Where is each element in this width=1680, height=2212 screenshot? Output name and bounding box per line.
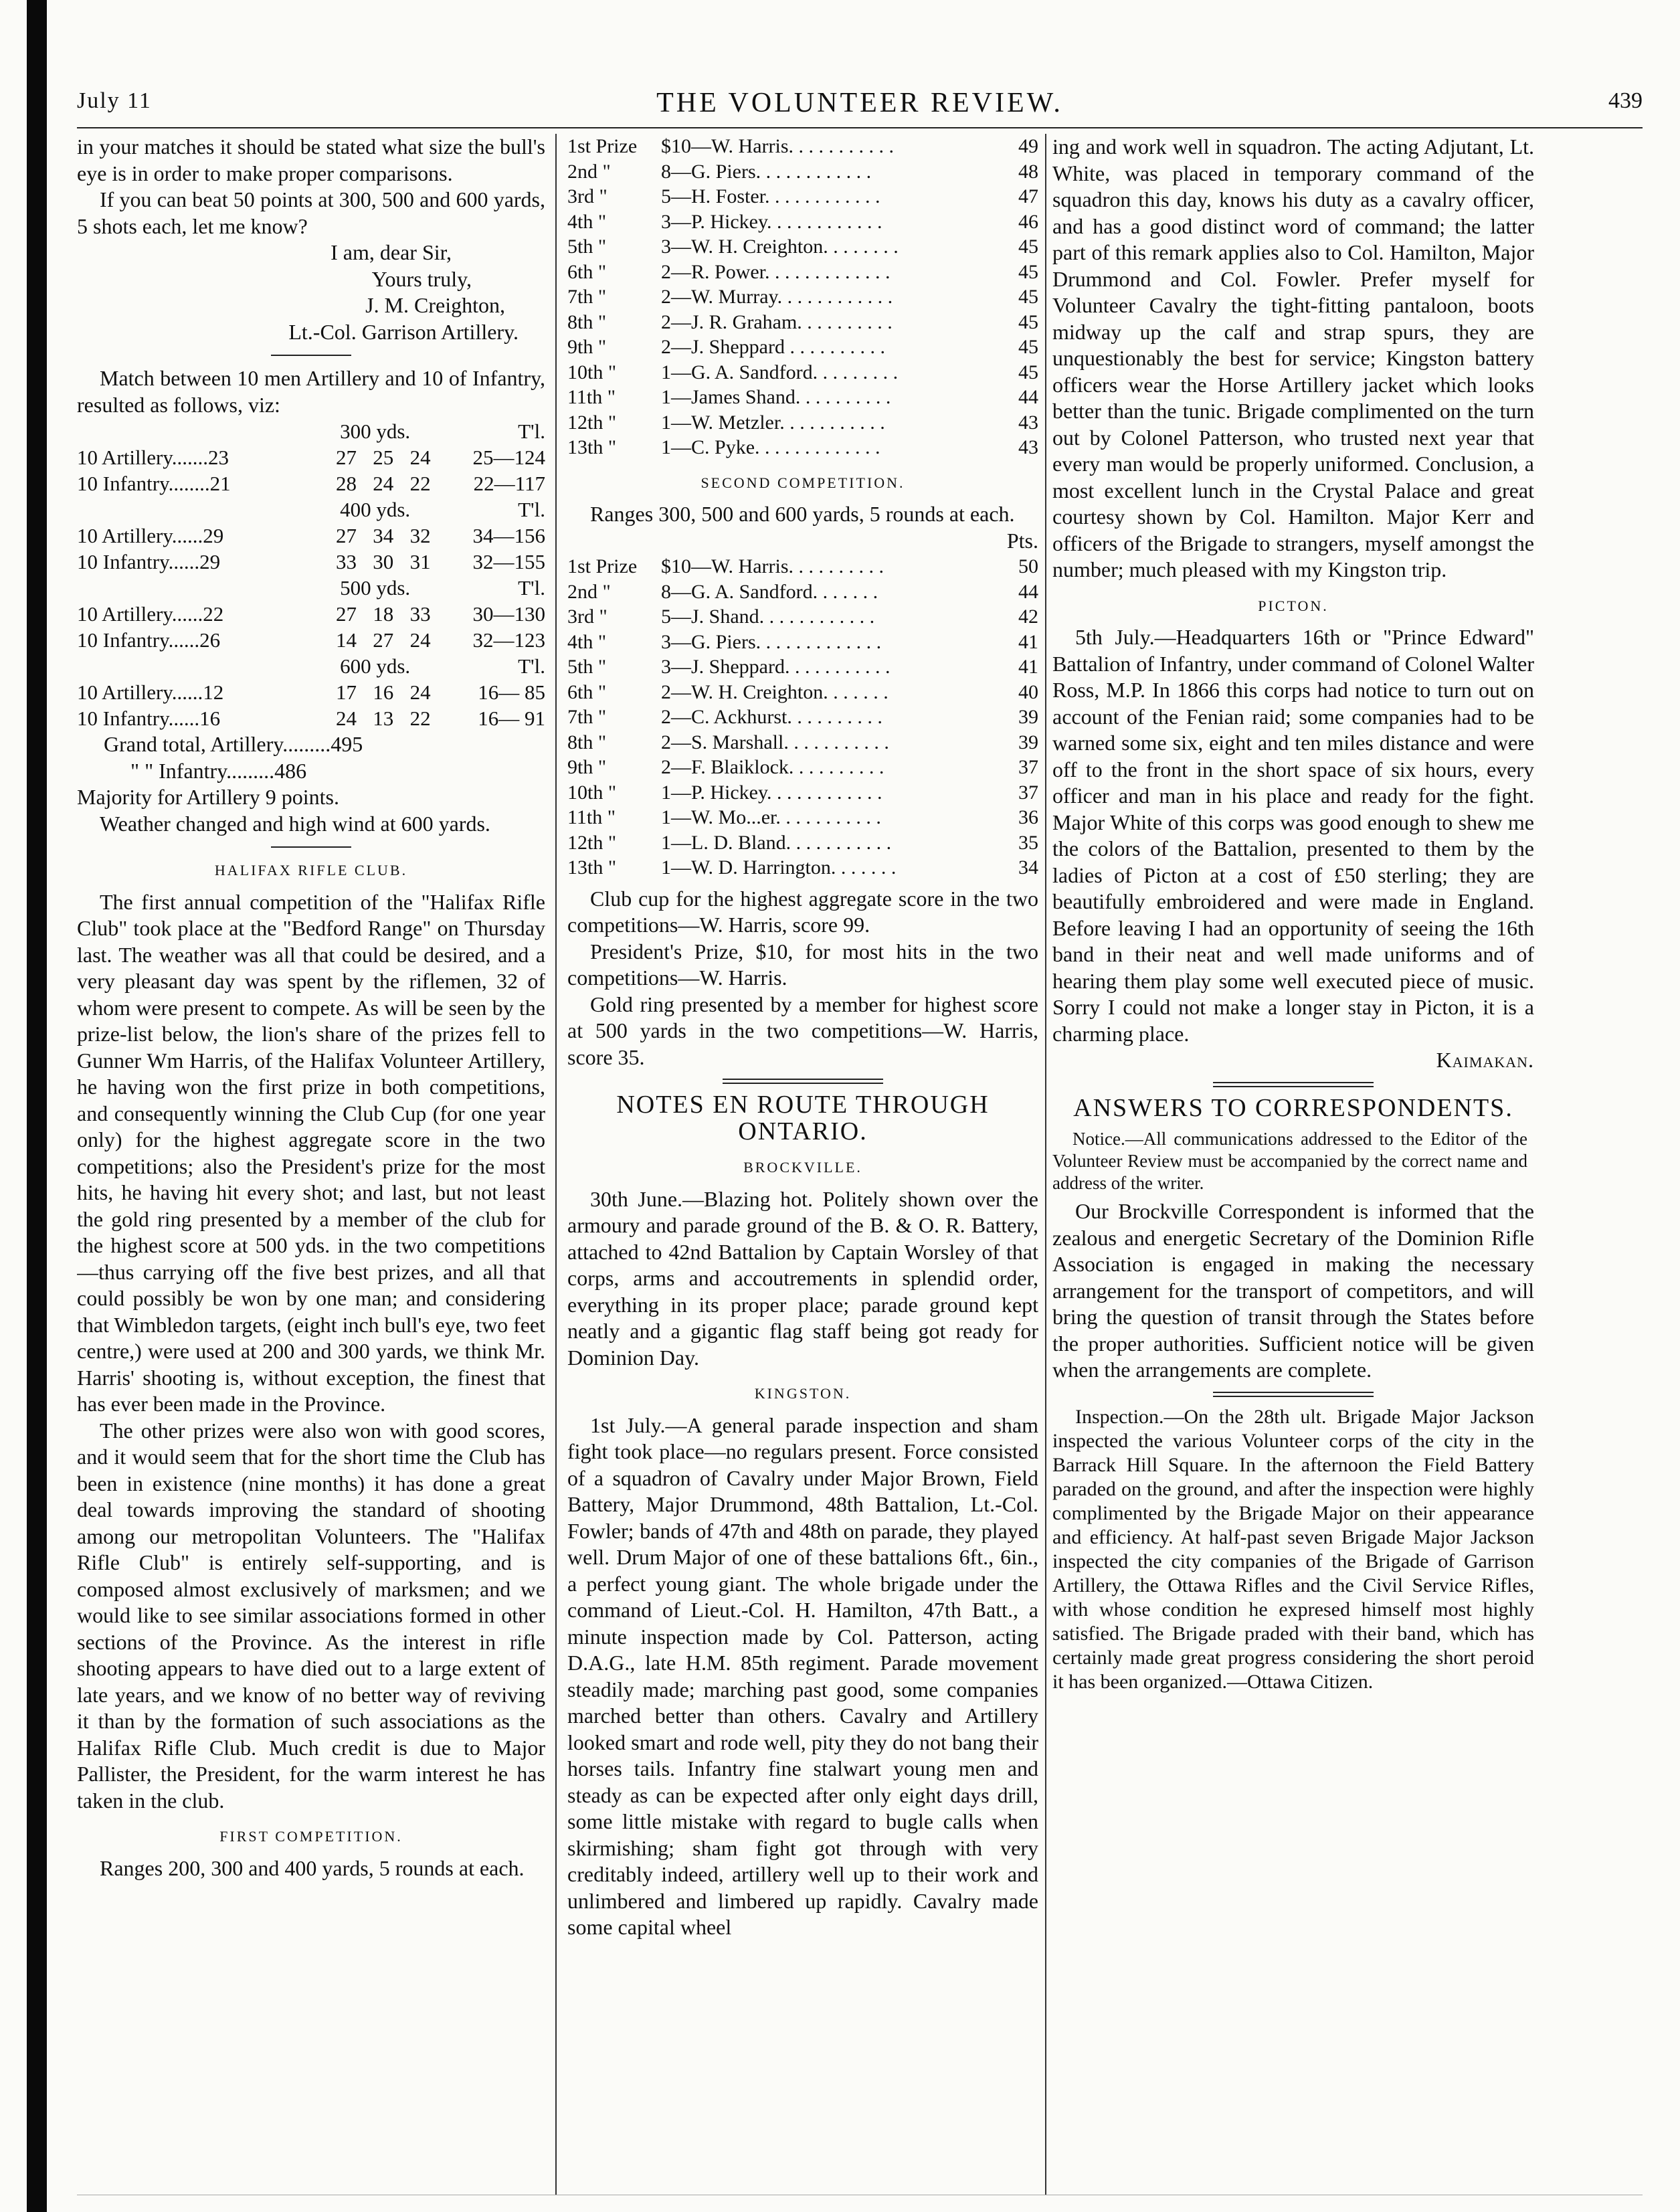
section-heading: FIRST COMPETITION.: [219, 1828, 403, 1845]
table-row: [77, 627, 545, 653]
paragraph: The first annual competition of the "Halifax Rifle Club" took place at the "Bedford Range" on Thursday last. The weather was all that could be desired, and a very pleasant day was spent by the riflemen, 32 of whom were present to compete. As will be seen by the prize-list below, the lion's share of the prizes fell to Gunner Wm Harris, of the Halifax Volunteer Artillery, he having won the first prize in both competitions, and consequently winning the Club Cup (for one year only) for the highest aggregate score in the two competitions; also the President's prize for the most hits, he having hit every shot; and last, but not least the gold ring presented by a member of the club for the highest score at 500 yds. in the two competitions—thus carrying off the five best prizes, and all that could possibly be won by one man; and considering that Wimbledon targets, (eight inch bull's eye, two feet centre,) were used at 200 and 300 yards, we think Mr. Harris' shooting is, without exception, the finest that has ever been made in the Province.: [77, 889, 545, 1416]
match-table: [77, 418, 545, 731]
prize-cell: 42: [1018, 606, 1038, 628]
prize-cell: 40: [1018, 680, 1038, 703]
table-cell: 34—156: [472, 524, 545, 547]
table-cell: 33: [409, 602, 431, 626]
prize-row: [567, 260, 1038, 285]
table-cell: 27: [335, 602, 357, 626]
table-cell: 16— 85: [478, 680, 545, 704]
table-row: [77, 705, 545, 731]
points-label: Pts.: [1006, 528, 1038, 553]
prize-cell: 36: [1018, 806, 1038, 828]
prize-row: [567, 410, 1038, 436]
prize-row: [567, 335, 1038, 360]
prize-cell: 1—W. Mo...er. . . . . . . . . . .: [661, 806, 881, 828]
section-heading: SECOND COMPETITION.: [701, 474, 905, 491]
signature-line: I am, dear Sir,: [331, 240, 452, 264]
paragraph: Our Brockville Correspondent is informed that the zealous and energetic Secretary of the Dominion Rifle Association is engaged in making the necessary arrangement for the transport of competitors, and will bring the question of transit through the States before the proper authorities. Sufficient notice will be given when the arrangements are complete.: [1052, 1199, 1534, 1382]
table-header: T'l.: [518, 498, 545, 521]
paragraph: President's Prize, $10, for most hits in the two competitions—W. Harris.: [567, 939, 1038, 990]
scan-binding-edge: [27, 0, 47, 2212]
prize-cell: 2—W. H. Creighton. . . . . . .: [661, 680, 889, 703]
table-cell: 10 Infantry........21: [77, 472, 231, 495]
paragraph: Gold ring presented by a member for highest score at 500 yards in the two competitions—W. Harris, score 35.: [567, 992, 1038, 1069]
paragraph: Inspection.—On the 28th ult. Brigade Major Jackson inspected the various Volunteer corps of the city in the Barrack Hill Square. In the afternoon the Field Battery paraded on the ground, and after the inspection were highly complimented by the Brigade Major on their appearance and efficiency. At half-past seven Brigade Major Jackson inspected the city companies of the Brigade of Garrison Artillery, the Ottawa Rifles and the Civil Service Rifles, with whose condition he expresed himself most highly satisfied. The Brigade praded with their band, which has certainly made great progress considering the short peroid it has been organized.—Ottawa Citizen.: [1052, 1405, 1534, 1693]
table-row: [77, 601, 545, 627]
prize-cell: 44: [1018, 386, 1038, 408]
section-rule: [1213, 1392, 1374, 1397]
prize-cell: 12th ": [567, 831, 617, 854]
prize-cell: 1st Prize: [567, 135, 638, 157]
table-header: T'l.: [518, 576, 545, 600]
prize-cell: 46: [1018, 210, 1038, 233]
prize-cell: 45: [1018, 236, 1038, 258]
prize-cell: 9th ": [567, 336, 607, 358]
prize-row: [567, 830, 1038, 856]
prize-cell: 2—S. Marshall. . . . . . . . . . .: [661, 731, 889, 753]
prize-cell: 12th ": [567, 411, 617, 434]
prize-row: [567, 554, 1038, 579]
section-rule: [271, 355, 351, 356]
table-row: [77, 470, 545, 496]
prize-cell: 39: [1018, 706, 1038, 728]
notice: Notice.—All communications addressed to the Editor of the Volunteer Review must be accompanied by the correct name and address of the writer.: [1052, 1129, 1527, 1193]
paragraph: 30th June.—Blazing hot. Politely shown over the armoury and parade ground of the B. & O. R. Battery, attached to 42nd Battalion by Captain Worsley of that corps, arms and accoutrements in splendid order, everything in its proper place; parade ground kept neatly and a gigantic flag staff being got ready for Dominion Day.: [567, 1186, 1038, 1370]
prize-cell: 10th ": [567, 781, 617, 804]
prize-cell: 6th ": [567, 260, 607, 283]
prize-cell: $10—W. Harris. . . . . . . . . .: [661, 555, 884, 577]
table-cell: 31: [409, 550, 431, 573]
table-cell: 18: [373, 602, 394, 626]
prize-cell: 3—W. H. Creighton. . . . . . . .: [661, 236, 899, 258]
prize-cell: 2—J. Sheppard . . . . . . . . . .: [661, 336, 885, 358]
prize-cell: 5th ": [567, 656, 607, 678]
prize-cell: 3rd ": [567, 185, 608, 207]
prize-row: [567, 234, 1038, 260]
paragraph: Ranges 300, 500 and 600 yards, 5 rounds at each.: [590, 502, 1015, 526]
prize-row: [567, 310, 1038, 335]
section-rule: [1213, 1082, 1374, 1087]
prize-cell: 2—W. Murray. . . . . . . . . . . .: [661, 286, 893, 308]
table-cell: 10 Artillery......12: [77, 680, 224, 704]
signature-name: J. M. Creighton,: [365, 293, 505, 317]
prize-cell: 7th ": [567, 706, 607, 728]
table-cell: 16: [373, 680, 394, 704]
paragraph: 5th July.—Headquarters 16th or "Prince Edward" Battalion of Infantry, under command of Colonel Walter Ross, M.P. In 1866 this corps had notice to turn out on account of the Fenian raid; some companies had to be warned some six, eight and ten miles distance and were off to the front in the short space of six hours, every officer and man in his place and ready for the fight. Major White of this corps was good enough to shew me the colors of the Battalion, presented to them by the ladies of Picton at a cost of £50 sterling; they are beautifully embroidered and were made in England. Before leaving I had an opportunity of seeing the 16th band in their neat and well made uniforms and of hearing them play some well executed piece of music. Sorry I could not make a longer stay in Picton, it is a charming place.: [1052, 625, 1534, 1046]
table-cell: 34: [373, 524, 394, 547]
prize-cell: 1—W. D. Harrington. . . . . . .: [661, 856, 897, 879]
prize-cell: 1—G. A. Sandford. . . . . . . . .: [661, 361, 899, 383]
prize-cell: 13th ": [567, 856, 617, 879]
table-header: 500 yds.: [340, 576, 411, 600]
prize-row: [567, 805, 1038, 830]
table-cell: 30—130: [472, 602, 545, 626]
prize-cell: 48: [1018, 160, 1038, 183]
prize-cell: 7th ": [567, 286, 607, 308]
header-date: July 11: [77, 88, 152, 113]
prize-cell: 1—James Shand. . . . . . . . . .: [661, 386, 891, 408]
table-cell: 25—124: [472, 446, 545, 469]
table-header: T'l.: [518, 654, 545, 678]
header-page-number: 439: [1608, 88, 1643, 113]
paragraph: Club cup for the highest aggregate score in the two competitions—W. Harris, score 99.: [567, 886, 1038, 937]
prize-row: [567, 730, 1038, 755]
grand-total-artillery: Grand total, Artillery.........495: [104, 732, 363, 756]
prize-cell: 8—G. Piers. . . . . . . . . . . .: [661, 160, 872, 183]
prize-cell: 45: [1018, 336, 1038, 358]
prize-cell: 37: [1018, 781, 1038, 804]
paragraph: If you can beat 50 points at 300, 500 and 600 yards, 5 shots each, let me know?: [77, 187, 545, 238]
prize-cell: 43: [1018, 411, 1038, 434]
prize-row: [567, 134, 1038, 159]
prize-cell: 4th ": [567, 630, 607, 653]
column-1: [77, 134, 545, 2195]
paragraph: ing and work well in squadron. The acting Adjutant, Lt. White, was placed in temporary command of the squadron this day, knows his duty as a cavalry officer, and has a good distinct word of command; the latter part of this remark applies also to Col. Hamilton, Major Drummond and Col. Fowler. Prefer myself for Volunteer Cavalry the tight-fitting pantaloon, boots midway up the calf and strap spurs, they are unquestionably the best for service; Kingston battery officers wear the Horse Artillery jacket which looks better than the tunic. Brigade complimented on the turn out by Colonel Patterson, who trusted next year that every man would be properly uniformed. Conclusion, a most excellent lunch in the Crystal Palace and great courtesy shown by Col. Hamilton. Major Kerr and officers of the Brigade to strangers, myself amongst the number; much pleased with my Kingston trip.: [1052, 134, 1534, 581]
prize-cell: 44: [1018, 580, 1038, 603]
prize-row: [567, 184, 1038, 209]
prize-cell: 8—G. A. Sandford. . . . . . .: [661, 580, 878, 603]
prize-cell: 37: [1018, 756, 1038, 778]
section-rule: [271, 846, 351, 848]
prize-cell: 2—F. Blaiklock. . . . . . . . . .: [661, 756, 884, 778]
paragraph: Weather changed and high wind at 600 yards.: [100, 811, 490, 836]
table-cell: 16— 91: [478, 707, 545, 730]
table-cell: 28: [335, 472, 357, 495]
table-cell: 22—117: [473, 472, 545, 495]
prize-row: [567, 284, 1038, 310]
prize-cell: 10th ": [567, 361, 617, 383]
table-cell: 25: [373, 446, 394, 469]
table-cell: 27: [373, 628, 394, 652]
prize-cell: 2—J. R. Graham. . . . . . . . . .: [661, 310, 893, 333]
table-cell: 17: [335, 680, 357, 704]
paragraph: 1st July.—A general parade inspection and sham fight took place—no regulars present. Force consisted of a squadron of Cavalry under Major Brown, Field Battery, Major Drummond, 48th Battalion, Lt.-Col. Fowler; bands of 47th and 48th on parade, they played well. Drum Major of one of these battalions 6ft., 6in., a perfect young giant. The whole brigade under the command of Lieut.-Col. H. Hamilton, 47th Batt., a minute inspection made by Col. Patterson, acting D.A.G., late H.M. 85th regiment. Parade movement steadily made; marching past good, some companies marched better than others. Cavalry and Artillery looked smart and rode well, pity they do not bang their horses tails. Infantry fine stalwart young men and steady as can be expected after only eight days drill, some little mistake with regard to bugle calls when skirmishing; sham fight got through with very creditably indeed, artillery well up to their work and unlimbered and limbered up rapidly. Cavalry made some capital wheel: [567, 1412, 1038, 1939]
prize-row: [567, 780, 1038, 806]
table-cell: 13: [373, 707, 394, 730]
table-cell: 24: [409, 680, 431, 704]
signature-line: Yours truly,: [371, 266, 472, 291]
table-cell: 24: [373, 472, 394, 495]
column-3: [1052, 134, 1534, 2195]
prize-row: [567, 159, 1038, 185]
prize-cell: 41: [1018, 656, 1038, 678]
section-heading: KINGSTON.: [754, 1385, 852, 1402]
prize-cell: 41: [1018, 630, 1038, 653]
prize-cell: 3—G. Piers. . . . . . . . . . . . .: [661, 630, 882, 653]
prize-cell: 5th ": [567, 236, 607, 258]
table-row: [77, 549, 545, 575]
prize-cell: 1—L. D. Bland. . . . . . . . . . .: [661, 831, 892, 854]
prize-cell: 50: [1018, 555, 1038, 577]
prize-cell: 45: [1018, 260, 1038, 283]
grand-total-infantry: " " Infantry.........486: [130, 758, 307, 783]
table-cell: 10 Infantry......29: [77, 550, 221, 573]
prize-cell: 1—C. Pyke. . . . . . . . . . . . .: [661, 436, 880, 458]
prize-cell: $10—W. Harris. . . . . . . . . . .: [661, 135, 895, 157]
prize-row: [567, 855, 1038, 881]
table-cell: 32—155: [472, 550, 545, 573]
column-divider: [555, 134, 557, 2195]
prize-cell: 43: [1018, 436, 1038, 458]
prize-cell: 1st Prize: [567, 555, 638, 577]
table-row: [77, 523, 545, 549]
section-heading: HALIFAX RIFLE CLUB.: [214, 862, 408, 879]
column-2: [567, 134, 1038, 2195]
prize-row: [567, 604, 1038, 630]
prize-cell: 47: [1018, 185, 1038, 207]
table-cell: 27: [335, 446, 357, 469]
prize-list-second: [567, 554, 1038, 881]
prize-cell: 35: [1018, 831, 1038, 854]
prize-cell: 5—J. Shand. . . . . . . . . . . .: [661, 606, 875, 628]
section-rule: [723, 1079, 883, 1084]
prize-cell: 3—P. Hickey. . . . . . . . . . . .: [661, 210, 882, 233]
table-cell: 33: [335, 550, 357, 573]
prize-row: [567, 435, 1038, 460]
table-cell: 24: [335, 707, 357, 730]
header-title: THE VOLUNTEER REVIEW.: [656, 88, 1063, 118]
table-cell: 10 Artillery......29: [77, 524, 224, 547]
table-row: [77, 444, 545, 470]
prize-list-first: [567, 134, 1038, 460]
prize-row: [567, 209, 1038, 235]
paragraph: Ranges 200, 300 and 400 yards, 5 rounds at each.: [100, 1855, 525, 1880]
table-cell: 32—123: [472, 628, 545, 652]
prize-row: [567, 630, 1038, 655]
page-header: [77, 80, 1643, 127]
table-cell: 30: [373, 550, 394, 573]
prize-cell: 8th ": [567, 310, 607, 333]
table-cell: 14: [335, 628, 357, 652]
table-cell: 22: [409, 472, 431, 495]
table-header: 300 yds.: [340, 420, 411, 443]
prize-cell: 8th ": [567, 731, 607, 753]
prize-row: [567, 680, 1038, 705]
signature-name: Kaimakan.: [1436, 1048, 1534, 1072]
table-cell: 22: [409, 707, 431, 730]
table-cell: 10 Infantry......16: [77, 707, 221, 730]
prize-cell: 11th ": [567, 806, 616, 828]
prize-cell: 39: [1018, 731, 1038, 753]
prize-cell: 3rd ": [567, 606, 608, 628]
prize-cell: 2nd ": [567, 580, 611, 603]
prize-cell: 9th ": [567, 756, 607, 778]
article-title: NOTES EN ROUTE THROUGH ONTARIO.: [616, 1091, 990, 1145]
header-rule: [77, 127, 1643, 128]
paragraph: Match between 10 men Artillery and 10 of Infantry, resulted as follows, viz:: [77, 366, 545, 417]
prize-cell: 45: [1018, 286, 1038, 308]
article-title: ANSWERS TO CORRESPONDENTS.: [1073, 1093, 1513, 1122]
section-heading: PICTON.: [1258, 597, 1329, 614]
paragraph: The other prizes were also won with good scores, and it would seem that for the short time the Club has been in existence (nine months) it has done a great deal towards improving the standard of shooting among our metropolitan Volunteers. The "Halifax Rifle Club" is entirely self-supporting, and is composed almost exclusively of marksmen; and we would like to see similar associations formed in other sections of the Province. As the interest in rifle shooting appears to have died out to a large extent of late years, and we know of no better way of reviving it than by the formation of such associations as the Halifax Rifle Club. Much credit is due to Major Pallister, the President, for the warm interest he has taken in the club.: [77, 1418, 545, 1813]
table-cell: 27: [335, 524, 357, 547]
prize-cell: 3—J. Sheppard. . . . . . . . . . .: [661, 656, 891, 678]
prize-row: [567, 654, 1038, 680]
prize-cell: 2—R. Power. . . . . . . . . . . . .: [661, 260, 891, 283]
table-header: 600 yds.: [340, 654, 411, 678]
table-header: 400 yds.: [340, 498, 411, 521]
section-heading: BROCKVILLE.: [743, 1159, 862, 1176]
prize-cell: 1—P. Hickey. . . . . . . . . . . .: [661, 781, 882, 804]
table-cell: 10 Infantry......26: [77, 628, 221, 652]
table-header: T'l.: [518, 420, 545, 443]
prize-cell: 6th ": [567, 680, 607, 703]
paragraph: in your matches it should be stated what size the bull's eye is in order to make proper comparisons.: [77, 134, 545, 185]
table-cell: 10 Artillery.......23: [77, 446, 229, 469]
prize-row: [567, 705, 1038, 730]
prize-cell: 4th ": [567, 210, 607, 233]
prize-cell: 49: [1018, 135, 1038, 157]
paragraph: Majority for Artillery 9 points.: [77, 785, 339, 809]
table-row: [77, 679, 545, 705]
prize-cell: 11th ": [567, 386, 616, 408]
prize-cell: 45: [1018, 310, 1038, 333]
table-cell: 10 Artillery......22: [77, 602, 224, 626]
table-cell: 24: [409, 628, 431, 652]
prize-cell: 1—W. Metzler. . . . . . . . . . .: [661, 411, 885, 434]
prize-row: [567, 755, 1038, 780]
prize-row: [567, 385, 1038, 410]
table-cell: 32: [409, 524, 431, 547]
prize-cell: 34: [1018, 856, 1038, 879]
prize-cell: 2nd ": [567, 160, 611, 183]
prize-cell: 13th ": [567, 436, 617, 458]
prize-cell: 2—C. Ackhurst. . . . . . . . . .: [661, 706, 882, 728]
prize-row: [567, 579, 1038, 605]
prize-cell: 45: [1018, 361, 1038, 383]
column-divider: [1045, 134, 1046, 2195]
signature-title: Lt.-Col. Garrison Artillery.: [288, 319, 519, 344]
prize-cell: 5—H. Foster. . . . . . . . . . . .: [661, 185, 880, 207]
table-cell: 24: [409, 446, 431, 469]
prize-row: [567, 360, 1038, 385]
